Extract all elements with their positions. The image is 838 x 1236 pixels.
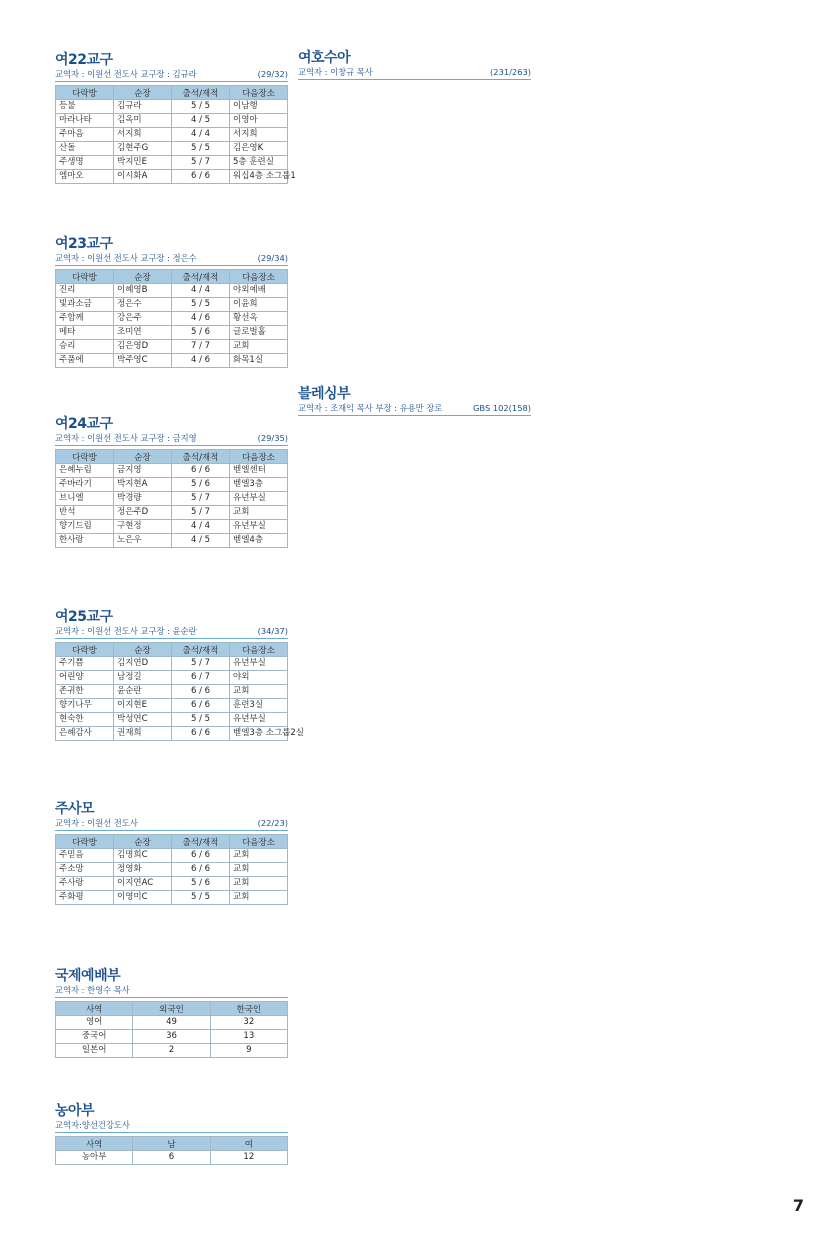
section-international [55, 968, 288, 1058]
section-yeo24 [55, 416, 288, 548]
table-row: 빛과소금 정은수 5 / 5 이윤희 [56, 298, 288, 312]
table-row: 주화평 이영미C 5 / 5 교회 [56, 891, 288, 905]
attendance-table [55, 269, 288, 368]
section-yeo23 [55, 236, 288, 368]
attendance-count: (29/35) [257, 433, 288, 443]
section-subtitle: 교역자 : 이원선 전도사 교구장 : 김규라 [55, 69, 197, 79]
table-header: 사역 외국인 한국인 [56, 1002, 288, 1016]
table-row: 반석 정은주D 5 / 7 교회 [56, 506, 288, 520]
section-title: 여24교구 [55, 416, 113, 432]
section-title: 여호수아 [298, 50, 351, 66]
table-header: 다락방 순장 출석/재적 다음장소 [56, 835, 288, 849]
attendance-count: (29/34) [257, 253, 288, 263]
table-row: 마라나타 김옥미 4 / 5 이영아 [56, 114, 288, 128]
table-row: 주생명 박지민E 5 / 7 5층 훈련실 [56, 156, 288, 170]
section-jusamo [55, 801, 288, 905]
table-row: 주기쁨 김지연D 5 / 7 유년부실 [56, 657, 288, 671]
table-row: 농아부 6 12 [56, 1151, 288, 1165]
table-row: 산돌 김현주G 5 / 5 김은영K [56, 142, 288, 156]
table-row: 은혜누림 금지영 6 / 6 벧엘센터 [56, 464, 288, 478]
table-row: 향기드림 구현정 4 / 4 유년부실 [56, 520, 288, 534]
table-row: 주품에 박주영C 4 / 6 화목1실 [56, 354, 288, 368]
section-title: 여23교구 [55, 236, 113, 252]
section-subtitle: 교역자 : 이창규 목사 [298, 67, 373, 77]
table-row: 주사랑 이지연AC 5 / 6 교회 [56, 877, 288, 891]
table-row: 영어 49 32 [56, 1016, 288, 1030]
table-header: 다락방 순장 출석/재적 다음장소 [56, 270, 288, 284]
table-row: 중국어 36 13 [56, 1030, 288, 1044]
table-row: 주함께 강은주 4 / 6 황선옥 [56, 312, 288, 326]
section-deaf [55, 1103, 288, 1165]
section-title: 여25교구 [55, 609, 113, 625]
table-row: 어린양 남정길 6 / 7 야외 [56, 671, 288, 685]
attendance-table [55, 1001, 288, 1058]
section-subtitle: 교역자 : 조재익 목사 부장 : 유용만 장로 [298, 403, 443, 413]
attendance-count: GBS 102(158) [472, 403, 531, 413]
section-subtitle: 교역자 : 이원선 전도사 [55, 818, 138, 828]
table-row: 엠마오 이시화A 6 / 6 워십4층 소그룹1 [56, 170, 288, 184]
section-yeo25 [55, 609, 304, 741]
table-row: 브니엘 박경량 5 / 7 유년부실 [56, 492, 288, 506]
table-row: 향기나무 이지현E 6 / 6 훈련3실 [56, 699, 288, 713]
table-row: 주소망 정영화 6 / 6 교회 [56, 863, 288, 877]
attendance-table [55, 834, 288, 905]
table-header: 다락방 순장 출석/재적 다음장소 [56, 643, 288, 657]
section-title: 국제예배부 [55, 968, 121, 984]
table-row: 존귀한 윤순란 6 / 6 교회 [56, 685, 288, 699]
attendance-count: (22/23) [257, 818, 288, 828]
section-subtitle: 교역자 : 이원선 전도사 교구장 : 정은수 [55, 253, 197, 263]
attendance-count: (29/32) [257, 69, 288, 79]
section-yeo22 [55, 52, 296, 184]
table-row: 일본어 2 9 [56, 1044, 288, 1058]
section-blessing [298, 386, 531, 419]
section-title: 여22교구 [55, 52, 113, 68]
table-row: 메타 조미연 5 / 6 글로벌홀 [56, 326, 288, 340]
section-subtitle: 교역자 : 한영수 목사 [55, 985, 130, 995]
table-row: 한사랑 노은우 4 / 5 벧엘4층 [56, 534, 288, 548]
section-title: 농아부 [55, 1103, 95, 1119]
table-row: 은혜감사 권재희 6 / 6 벧엘3층 소그룹2실 [56, 727, 288, 741]
table-header: 다락방 순장 출석/재적 다음장소 [56, 450, 288, 464]
section-subtitle: 교역자:양선건강도사 [55, 1120, 130, 1130]
attendance-table [55, 449, 288, 548]
section-subtitle: 교역자 : 이원선 전도사 교구장 : 윤순란 [55, 626, 197, 636]
section-title: 블레싱부 [298, 386, 351, 402]
section-joshua [298, 50, 531, 83]
attendance-table [55, 1136, 288, 1165]
attendance-table [55, 85, 296, 184]
attendance-table [55, 642, 304, 741]
table-header: 사역 남 여 [56, 1137, 288, 1151]
table-row: 주믿음 김명희C 6 / 6 교회 [56, 849, 288, 863]
table-row: 승리 김은영D 7 / 7 교회 [56, 340, 288, 354]
table-row: 주바라기 박지현A 5 / 6 벧엘3층 [56, 478, 288, 492]
attendance-count: (34/37) [257, 626, 288, 636]
table-row: 진리 이혜영B 4 / 4 야외예배 [56, 284, 288, 298]
attendance-count: (231/263) [490, 67, 531, 77]
table-row: 주마음 서지희 4 / 4 서지희 [56, 128, 288, 142]
page-number: 7 [792, 1196, 804, 1215]
section-subtitle: 교역자 : 이원선 전도사 교구장 : 금지영 [55, 433, 197, 443]
table-row: 현숙한 박성연C 5 / 5 유년부실 [56, 713, 288, 727]
section-title: 주사모 [55, 801, 95, 817]
table-header: 다락방 순장 출석/재적 다음장소 [56, 86, 288, 100]
table-row: 등불 김규라 5 / 5 이남행 [56, 100, 288, 114]
